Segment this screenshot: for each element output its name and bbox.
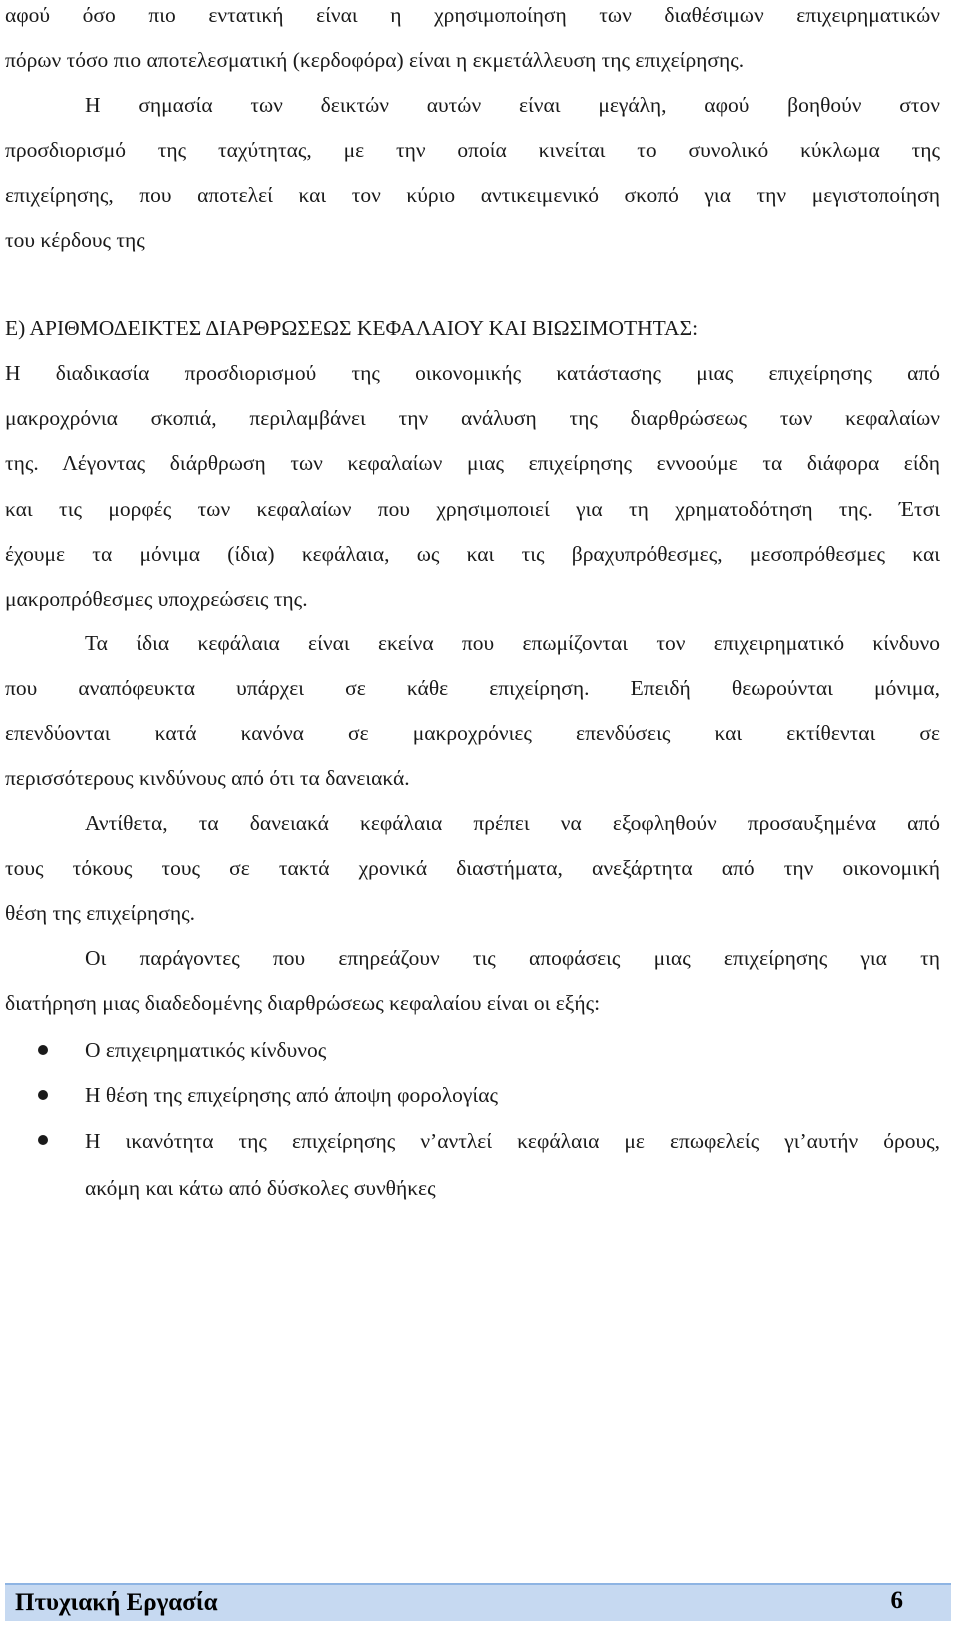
text-line: Η διαδικασία προσδιορισμού της οικονομικής κατάστασης μιας επιχείρησης από — [5, 361, 940, 385]
text-line: του κέρδους της — [5, 228, 145, 252]
text-line: τους τόκους τους σε τακτά χρονικά διαστήματα, ανεξάρτητα από την οικονομική — [5, 856, 940, 880]
text-line: Αντίθετα, τα δανειακά κεφάλαια πρέπει να εξοφληθούν προσαυξημένα από — [85, 811, 940, 835]
text-line: περισσότερους κινδύνους από ότι τα δανειακά. — [5, 766, 410, 790]
bullet-icon — [38, 1045, 48, 1055]
bullet-icon — [38, 1135, 48, 1145]
text-line: μακροπρόθεσμες υποχρεώσεις της. — [5, 587, 308, 611]
footer-title: Πτυχιακή Εργασία — [15, 1589, 218, 1616]
text-line: και τις μορφές των κεφαλαίων που χρησιμοποιεί για τη χρηματοδότηση της. Έτσι — [5, 497, 940, 521]
list-item-continuation: ακόμη και κάτω από δύσκολες συνθήκες — [85, 1176, 436, 1200]
text-line: επενδύονται κατά κανόνα σε μακροχρόνιες επενδύσεις και εκτίθενται σε — [5, 721, 940, 745]
section-heading: Ε) ΑΡΙΘΜΟΔΕΙΚΤΕΣ ΔΙΑΡΘΡΩΣΕΩΣ ΚΕΦΑΛΑΙΟΥ ΚΑΙ ΒΙΩΣΙΜΟΤΗΤΑΣ: — [5, 316, 699, 340]
text-line: Οι παράγοντες που επηρεάζουν τις αποφάσεις μιας επιχείρησης για τη — [85, 946, 940, 970]
text-line: πόρων τόσο πιο αποτελεσματική (κερδοφόρα) είναι η εκμετάλλευση της επιχείρησης. — [5, 48, 745, 72]
list-item: Ο επιχειρηματικός κίνδυνος — [85, 1038, 327, 1062]
bullet-icon — [38, 1090, 48, 1100]
list-item: Η θέση της επιχείρησης από άποψη φορολογίας — [85, 1083, 498, 1107]
list-item: Η ικανότητα της επιχείρησης ν’αντλεί κεφάλαια με επωφελείς γι’αυτήν όρους, — [85, 1129, 940, 1153]
text-line: που αναπόφευκτα υπάρχει σε κάθε επιχείρηση. Επειδή θεωρούνται μόνιμα, — [5, 676, 940, 700]
text-line: Τα ίδια κεφάλαια είναι εκείνα που επωμίζονται τον επιχειρηματικό κίνδυνο — [85, 631, 940, 655]
text-line: επιχείρησης, που αποτελεί και τον κύριο αντικειμενικό σκοπό για την μεγιστοποίηση — [5, 183, 940, 207]
text-line: διατήρηση μιας διαδεδομένης διαρθρώσεως κεφαλαίου είναι οι εξής: — [5, 991, 601, 1015]
text-line: προσδιορισμό της ταχύτητας, με την οποία κινείται το συνολικό κύκλωμα της — [5, 138, 940, 162]
text-line: θέση της επιχείρησης. — [5, 901, 196, 925]
text-line: Η σημασία των δεικτών αυτών είναι μεγάλη, αφού βοηθούν στον — [85, 93, 940, 117]
text-line: αφού όσο πιο εντατική είναι η χρησιμοποίηση των διαθέσιμων επιχειρηματικών — [5, 3, 940, 27]
text-line: έχουμε τα μόνιμα (ίδια) κεφάλαια, ως και τις βραχυπρόθεσμες, μεσοπρόθεσμες και — [5, 542, 940, 566]
text-line: της. Λέγοντας διάρθρωση των κεφαλαίων μιας επιχείρησης εννοούμε τα διάφορα είδη — [5, 451, 940, 475]
page-footer — [5, 1583, 951, 1621]
text-line: μακροχρόνια σκοπιά, περιλαμβάνει την ανάλυση της διαρθρώσεως των κεφαλαίων — [5, 406, 940, 430]
page-number: 6 — [890, 1587, 903, 1614]
